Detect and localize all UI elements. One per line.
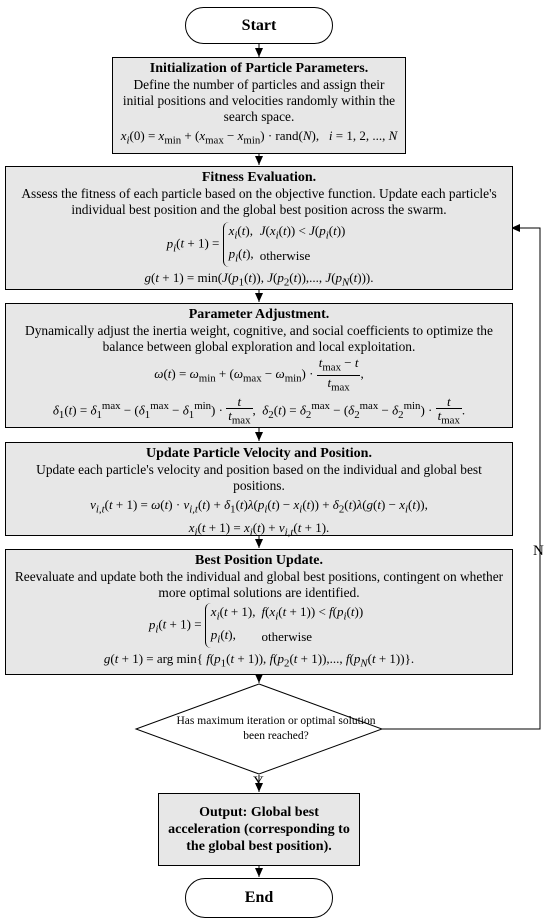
fitness-box bbox=[5, 166, 513, 290]
param-desc: Dynamically adjust the inertia weight, cognitive, and social coefficients to optimize the balance between global exploration and local exploitation. bbox=[25, 323, 493, 354]
init-title: Initialization of Particle Parameters. bbox=[149, 61, 369, 76]
best-box bbox=[5, 549, 513, 675]
param-box bbox=[5, 303, 513, 428]
update-box bbox=[5, 442, 513, 539]
fitness-equation-2: $g(t + 1) = \min(J(p_1(t))$, $J(p_2(t))$,..., $J(p_N(t))$). bbox=[144, 270, 374, 289]
output-box bbox=[158, 793, 360, 866]
best-title: Best Position Update. bbox=[195, 553, 323, 568]
end-label: End bbox=[244, 889, 274, 906]
param-equation-1: $\omega(t) = \omega_{min} + (\omega_{max} - \omega_{min})$ · $\frac{t_{max} - t}{t_{max}}$ , bbox=[154, 355, 364, 394]
init-desc: Define the number of particles and assign their initial positions and velocities randomly within the search space. bbox=[122, 77, 396, 124]
output-text: Output: Global best acceleration (corresponding to the global best position). bbox=[168, 805, 350, 854]
start-terminal bbox=[185, 7, 333, 44]
best-desc: Reevaluate and update both the individual and global best positions, contingent on whether more optimal solutions are identified. bbox=[14, 569, 504, 600]
fitness-title: Fitness Evaluation. bbox=[201, 170, 317, 185]
param-equation-2: $\delta_1(t) = \delta_1^{max} - (\delta_1^{max} - \delta_1^{min})$ · $\frac{t}{t_{max}}$ , $\delta_2(t) = \delta_2^{max} - (\delta_2^{max} - \delta_2^{min})$ · $\frac{t}{t_{max}}$ . bbox=[52, 394, 466, 427]
fitness-equation-1: $p_i(t + 1)$ = $x_i(t)$, $J(x_i(t)) < J(p_i(t))$ $p_i(t)$, otherwise bbox=[6, 222, 512, 267]
end-terminal bbox=[185, 878, 333, 918]
best-equation-1: $p_i(t + 1)$ = $x_i(t + 1)$, $f(x_i(t + 1)) < f(p_i(t))$ $p_i(t)$, otherwise bbox=[6, 603, 512, 648]
yes-label: Y bbox=[253, 774, 264, 790]
start-label: Start bbox=[241, 16, 277, 34]
no-label: N bbox=[533, 543, 544, 559]
update-desc: Update each particle's velocity and position based on the individual and global best positions. bbox=[36, 462, 482, 493]
param-title: Parameter Adjustment. bbox=[188, 307, 330, 322]
update-equation-2: $x_i(t + 1) = x_i(t) + v_{i,t}(t + 1)$. bbox=[188, 519, 330, 539]
decision-text: Has maximum iteration or optimal solution been reached? bbox=[176, 715, 376, 742]
fitness-desc: Assess the fitness of each particle based on the objective function. Update each particle's individual best position and the global best position across the swarm. bbox=[21, 186, 497, 217]
best-equation-2: g(t + 1) = arg min{ $f(p_1(t + 1))$, $f(p_2(t + 1))$,..., $f(p_N(t + 1))$}. bbox=[103, 651, 415, 670]
update-equation-1: $v_{i,t}(t + 1) = \omega(t) \cdot v_{i,t}(t) + \delta_1(t)\lambda(p_i(t) - x_i(t)) + \delta_2(t)\lambda(g(t) - x_i(t))$, bbox=[90, 497, 428, 516]
update-title: Update Particle Velocity and Position. bbox=[146, 446, 372, 461]
init-equation: $x_i(0) = x_{min} + (x_{max} - x_{min})$ · rand(N), i = 1, 2, ..., N bbox=[120, 128, 398, 147]
init-box bbox=[112, 57, 406, 154]
